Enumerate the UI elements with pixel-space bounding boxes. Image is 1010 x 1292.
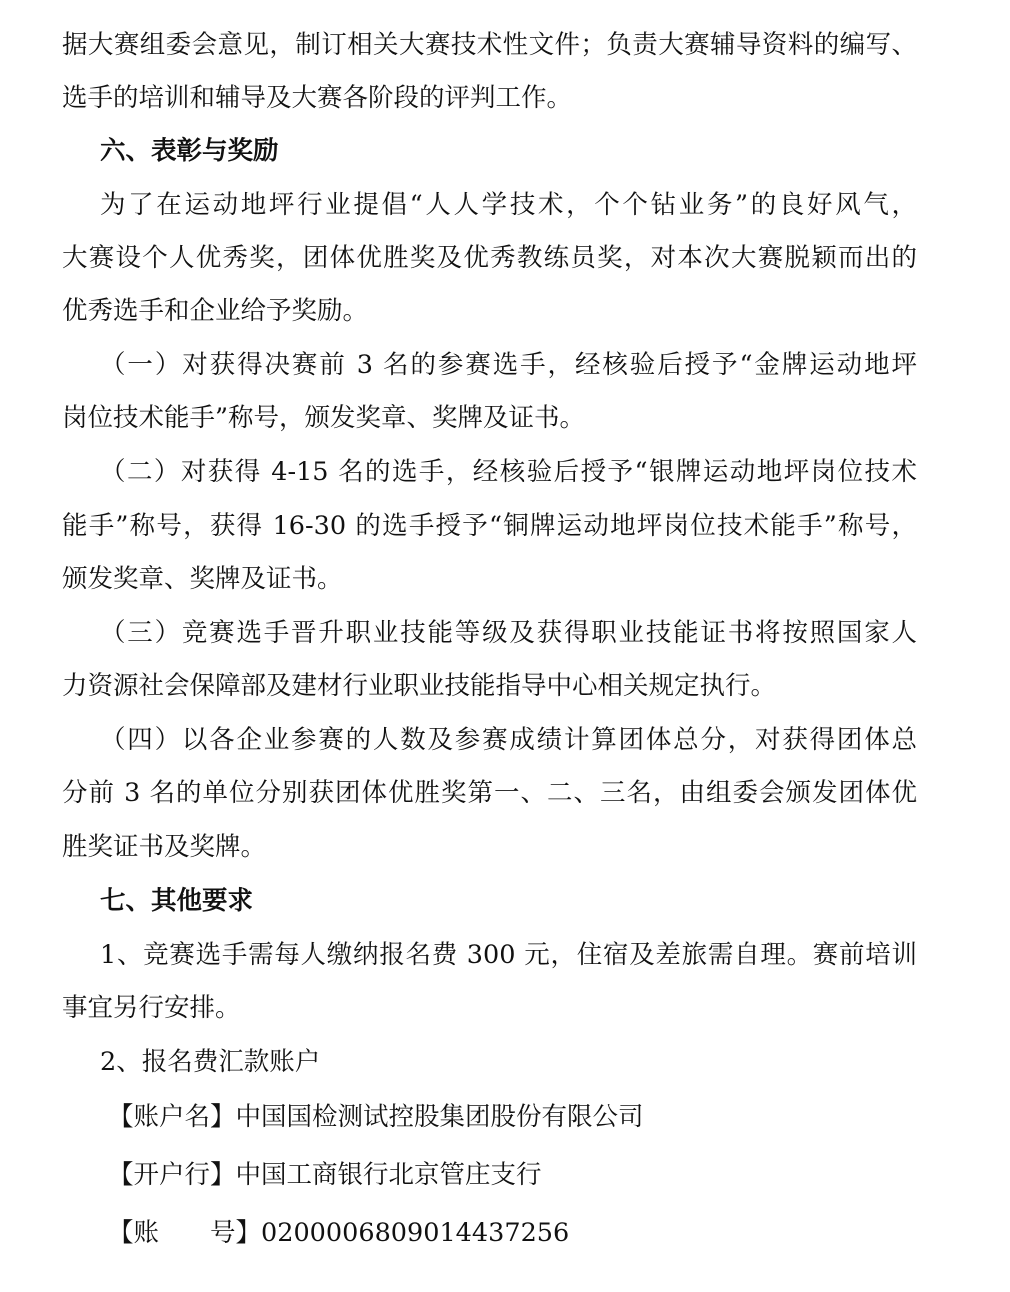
bank-branch: 【开户行】中国工商银行北京管庄支行 bbox=[108, 1160, 542, 1190]
account-number: 【账 号】0200006809014437256 bbox=[108, 1218, 570, 1248]
award-item-1-line-1: （一）对获得决赛前 3 名的参赛选手，经核验后授予“金牌运动地坪 bbox=[100, 350, 917, 380]
section-6-paragraph-line-2: 大赛设个人优秀奖，团体优胜奖及优秀教练员奖，对本次大赛脱颖而出的 bbox=[62, 243, 917, 273]
award-item-2-line-1: （二）对获得 4-15 名的选手，经核验后授予“银牌运动地坪岗位技术 bbox=[100, 457, 917, 487]
section-6-paragraph-line-1: 为了在运动地坪行业提倡“人人学技术，个个钻业务”的良好风气， bbox=[100, 190, 917, 220]
account-name: 【账户名】中国国检测试控股集团股份有限公司 bbox=[108, 1102, 644, 1132]
award-item-4-line-3: 胜奖证书及奖牌。 bbox=[62, 832, 267, 862]
section-7-heading: 七、其他要求 bbox=[100, 886, 254, 916]
intro-line-1: 据大赛组委会意见，制订相关大赛技术性文件；负责大赛辅导资料的编写、 bbox=[62, 30, 917, 60]
award-item-4-line-1: （四）以各企业参赛的人数及参赛成绩计算团体总分，对获得团体总 bbox=[100, 725, 917, 755]
award-item-2-line-3: 颁发奖章、奖牌及证书。 bbox=[62, 564, 343, 594]
intro-line-2: 选手的培训和辅导及大赛各阶段的评判工作。 bbox=[62, 83, 573, 113]
award-item-3-line-1: （三）竞赛选手晋升职业技能等级及获得职业技能证书将按照国家人 bbox=[100, 618, 917, 648]
requirement-1-line-1: 1、竞赛选手需每人缴纳报名费 300 元，住宿及差旅需自理。赛前培训 bbox=[100, 940, 917, 970]
award-item-1-line-2: 岗位技术能手”称号，颁发奖章、奖牌及证书。 bbox=[62, 403, 586, 433]
requirement-1-line-2: 事宜另行安排。 bbox=[62, 993, 241, 1023]
section-6-heading: 六、表彰与奖励 bbox=[100, 136, 279, 166]
award-item-2-line-2: 能手”称号，获得 16-30 的选手授予“铜牌运动地坪岗位技术能手”称号， bbox=[62, 511, 917, 541]
award-item-3-line-2: 力资源社会保障部及建材行业职业技能指导中心相关规定执行。 bbox=[62, 671, 777, 701]
requirement-2: 2、报名费汇款账户 bbox=[100, 1047, 321, 1077]
section-6-paragraph-line-3: 优秀选手和企业给予奖励。 bbox=[62, 296, 369, 326]
award-item-4-line-2: 分前 3 名的单位分别获团体优胜奖第一、二、三名，由组委会颁发团体优 bbox=[62, 778, 917, 808]
